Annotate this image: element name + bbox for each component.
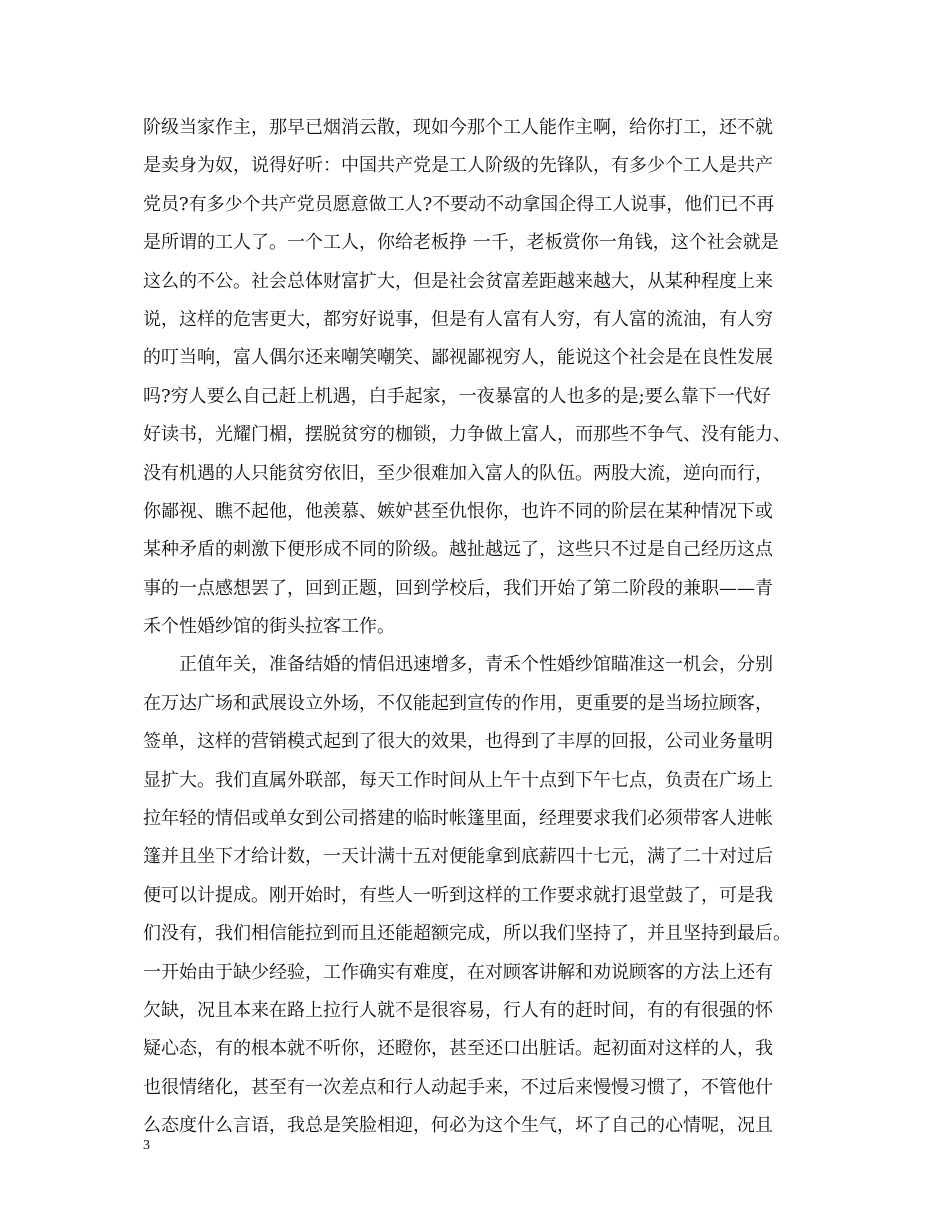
text-line: 你鄙视、瞧不起他，他羡慕、嫉妒甚至仇恨你，也许不同的阶层在某种情况下或 bbox=[143, 500, 773, 522]
text-line: 们没有，我们相信能拉到而且还能超额完成，所以我们坚持了，并且坚持到最后。 bbox=[143, 923, 791, 945]
text-line: 禾个性婚纱馆的街头拉客工作。 bbox=[143, 616, 395, 638]
text-line: 是卖身为奴，说得好听：中国共产党是工人阶级的先锋队，有多少个工人是共产 bbox=[143, 155, 773, 177]
text-line: 正值年关，准备结婚的情侣迅速增多，青禾个性婚纱馆瞄准这一机会，分别 bbox=[179, 654, 773, 676]
text-line: 没有机遇的人只能贫穷依旧，至少很难加入富人的队伍。两股大流，逆向而行， bbox=[143, 462, 773, 484]
text-line: 是所谓的工人了。一个工人，你给老板挣 一千，老板赏你一角钱，这个社会就是 bbox=[143, 232, 779, 254]
text-line: 的叮当响，富人偶尔还来嘲笑嘲笑、鄙视鄙视穷人，能说这个社会是在良性发展 bbox=[143, 347, 773, 369]
text-line: 也很情绪化，甚至有一次差点和行人动起手来，不过后来慢慢习惯了，不管他什 bbox=[143, 1076, 773, 1098]
text-line: 阶级当家作主，那早已烟消云散，现如今那个工人能作主啊，给你打工，还不就 bbox=[143, 117, 773, 138]
body-text bbox=[143, 109, 833, 1146]
text-line: 签单，这样的营销模式起到了很大的效果，也得到了丰厚的回报，公司业务量明 bbox=[143, 731, 773, 753]
text-line: 篷并且坐下才给计数，一天计满十五对便能拿到底薪四十七元，满了二十对过后 bbox=[143, 846, 773, 868]
text-line: 事的一点感想罢了，回到正题，回到学校后，我们开始了第二阶段的兼职——青 bbox=[143, 577, 773, 599]
text-line: 在万达广场和武展设立外场，不仅能起到宣传的作用，更重要的是当场拉顾客， bbox=[143, 692, 773, 714]
text-line: 么态度什么言语，我总是笑脸相迎，何必为这个生气，坏了自己的心情呢，况且 bbox=[143, 1115, 773, 1137]
text-line: 便可以计提成。刚开始时，有些人一听到这样的工作要求就打退堂鼓了，可是我 bbox=[143, 884, 773, 906]
text-line: 显扩大。我们直属外联部，每天工作时间从上午十点到下午七点，负责在广场上 bbox=[143, 769, 773, 791]
text-line: 党员?有多少个共产党员愿意做工人?不要动不动拿国企得工人说事，他们已不再 bbox=[143, 193, 775, 215]
page-number: 3 bbox=[143, 1138, 150, 1153]
text-line: 拉年轻的情侣或单女到公司搭建的临时帐篷里面，经理要求我们必须带客人进帐 bbox=[143, 808, 773, 830]
text-line: 好读书，光耀门楣，摆脱贫穷的枷锁，力争做上富人，而那些不争气、没有能力、 bbox=[143, 424, 791, 446]
text-line: 这么的不公。社会总体财富扩大，但是社会贫富差距越来越大，从某种程度上来 bbox=[143, 270, 773, 292]
text-line: 某种矛盾的刺激下便形成不同的阶级。越扯越远了，这些只不过是自己经历这点 bbox=[143, 539, 773, 561]
text-line: 一开始由于缺少经验，工作确实有难度，在对顾客讲解和劝说顾客的方法上还有 bbox=[143, 961, 773, 983]
text-line: 说，这样的危害更大，都穷好说事，但是有人富有人穷，有人富的流油，有人穷 bbox=[143, 308, 773, 330]
text-line: 吗?穷人要么自己赶上机遇，白手起家，一夜暴富的人也多的是;要么靠下一代好 bbox=[143, 385, 771, 407]
text-line: 欠缺，况且本来在路上拉行人就不是很容易，行人有的赶时间，有的有很强的怀 bbox=[143, 999, 773, 1021]
text-line: 疑心态，有的根本就不听你，还瞪你，甚至还口出脏话。起初面对这样的人，我 bbox=[143, 1038, 773, 1060]
